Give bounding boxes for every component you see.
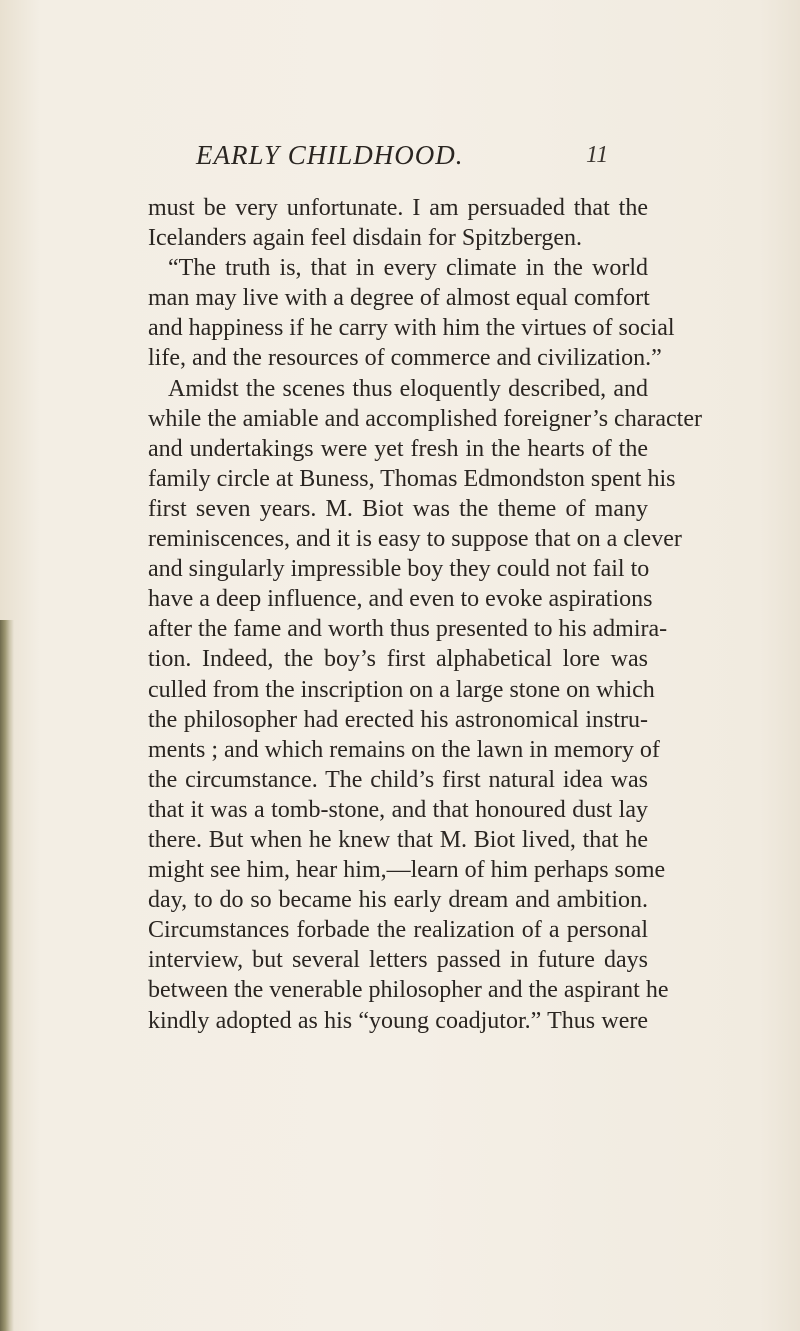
text-line: between the venerable philosopher and the aspirant he [148,977,669,1004]
running-head [0,132,800,172]
text-line: Amidst the scenes thus eloquently described, and [168,375,648,402]
text-line: while the amiable and accomplished foreigner’s character [148,405,702,432]
text-line: first seven years. M. Biot was the theme of many [148,495,648,522]
text-line: “The truth is, that in every climate in the world [168,255,648,282]
text-line: there. But when he knew that M. Biot lived, that he [148,826,648,853]
text-line: ments ; and which remains on the lawn in memory of [148,736,660,763]
text-line: that it was a tomb-stone, and that honoured dust lay [148,796,648,823]
text-line: and happiness if he carry with him the virtues of social [148,315,675,342]
body-text [148,193,702,1036]
text-line: have a deep influence, and even to evoke aspirations [148,586,653,613]
text-line: after the fame and worth thus presented to his admira- [148,616,668,643]
text-line: might see him, hear him,—learn of him perhaps some [148,857,666,884]
running-title: EARLY CHILDHOOD. [196,140,464,170]
text-line: man may live with a degree of almost equal comfort [148,285,650,312]
text-line: and undertakings were yet fresh in the hearts of the [148,435,648,462]
text-line: the philosopher had erected his astronomical instru- [148,706,648,733]
text-line: kindly adopted as his “young coadjutor.” Thus were [148,1007,648,1034]
text-line: Circumstances forbade the realization of a personal [148,917,648,944]
text-line: family circle at Buness, Thomas Edmondston spent his [148,465,676,492]
text-line: must be very unfortunate. I am persuaded that the [148,195,648,221]
text-line: Icelanders again feel disdain for Spitzbergen. [148,225,583,252]
page-number: 11 [586,142,609,168]
text-line: day, to do so became his early dream and ambition. [148,887,648,914]
text-line: life, and the resources of commerce and civilization.” [148,345,662,372]
text-line: the circumstance. The child’s first natural idea was [148,766,648,793]
binding-shadow [0,620,14,1331]
text-line: reminiscences, and it is easy to suppose that on a clever [148,526,682,553]
text-line: interview, but several letters passed in future days [148,947,648,974]
text-line: and singularly impressible boy they could not fail to [148,556,650,583]
text-line: tion. Indeed, the boy’s first alphabetical lore was [148,646,648,673]
text-line: culled from the inscription on a large stone on which [148,676,655,703]
